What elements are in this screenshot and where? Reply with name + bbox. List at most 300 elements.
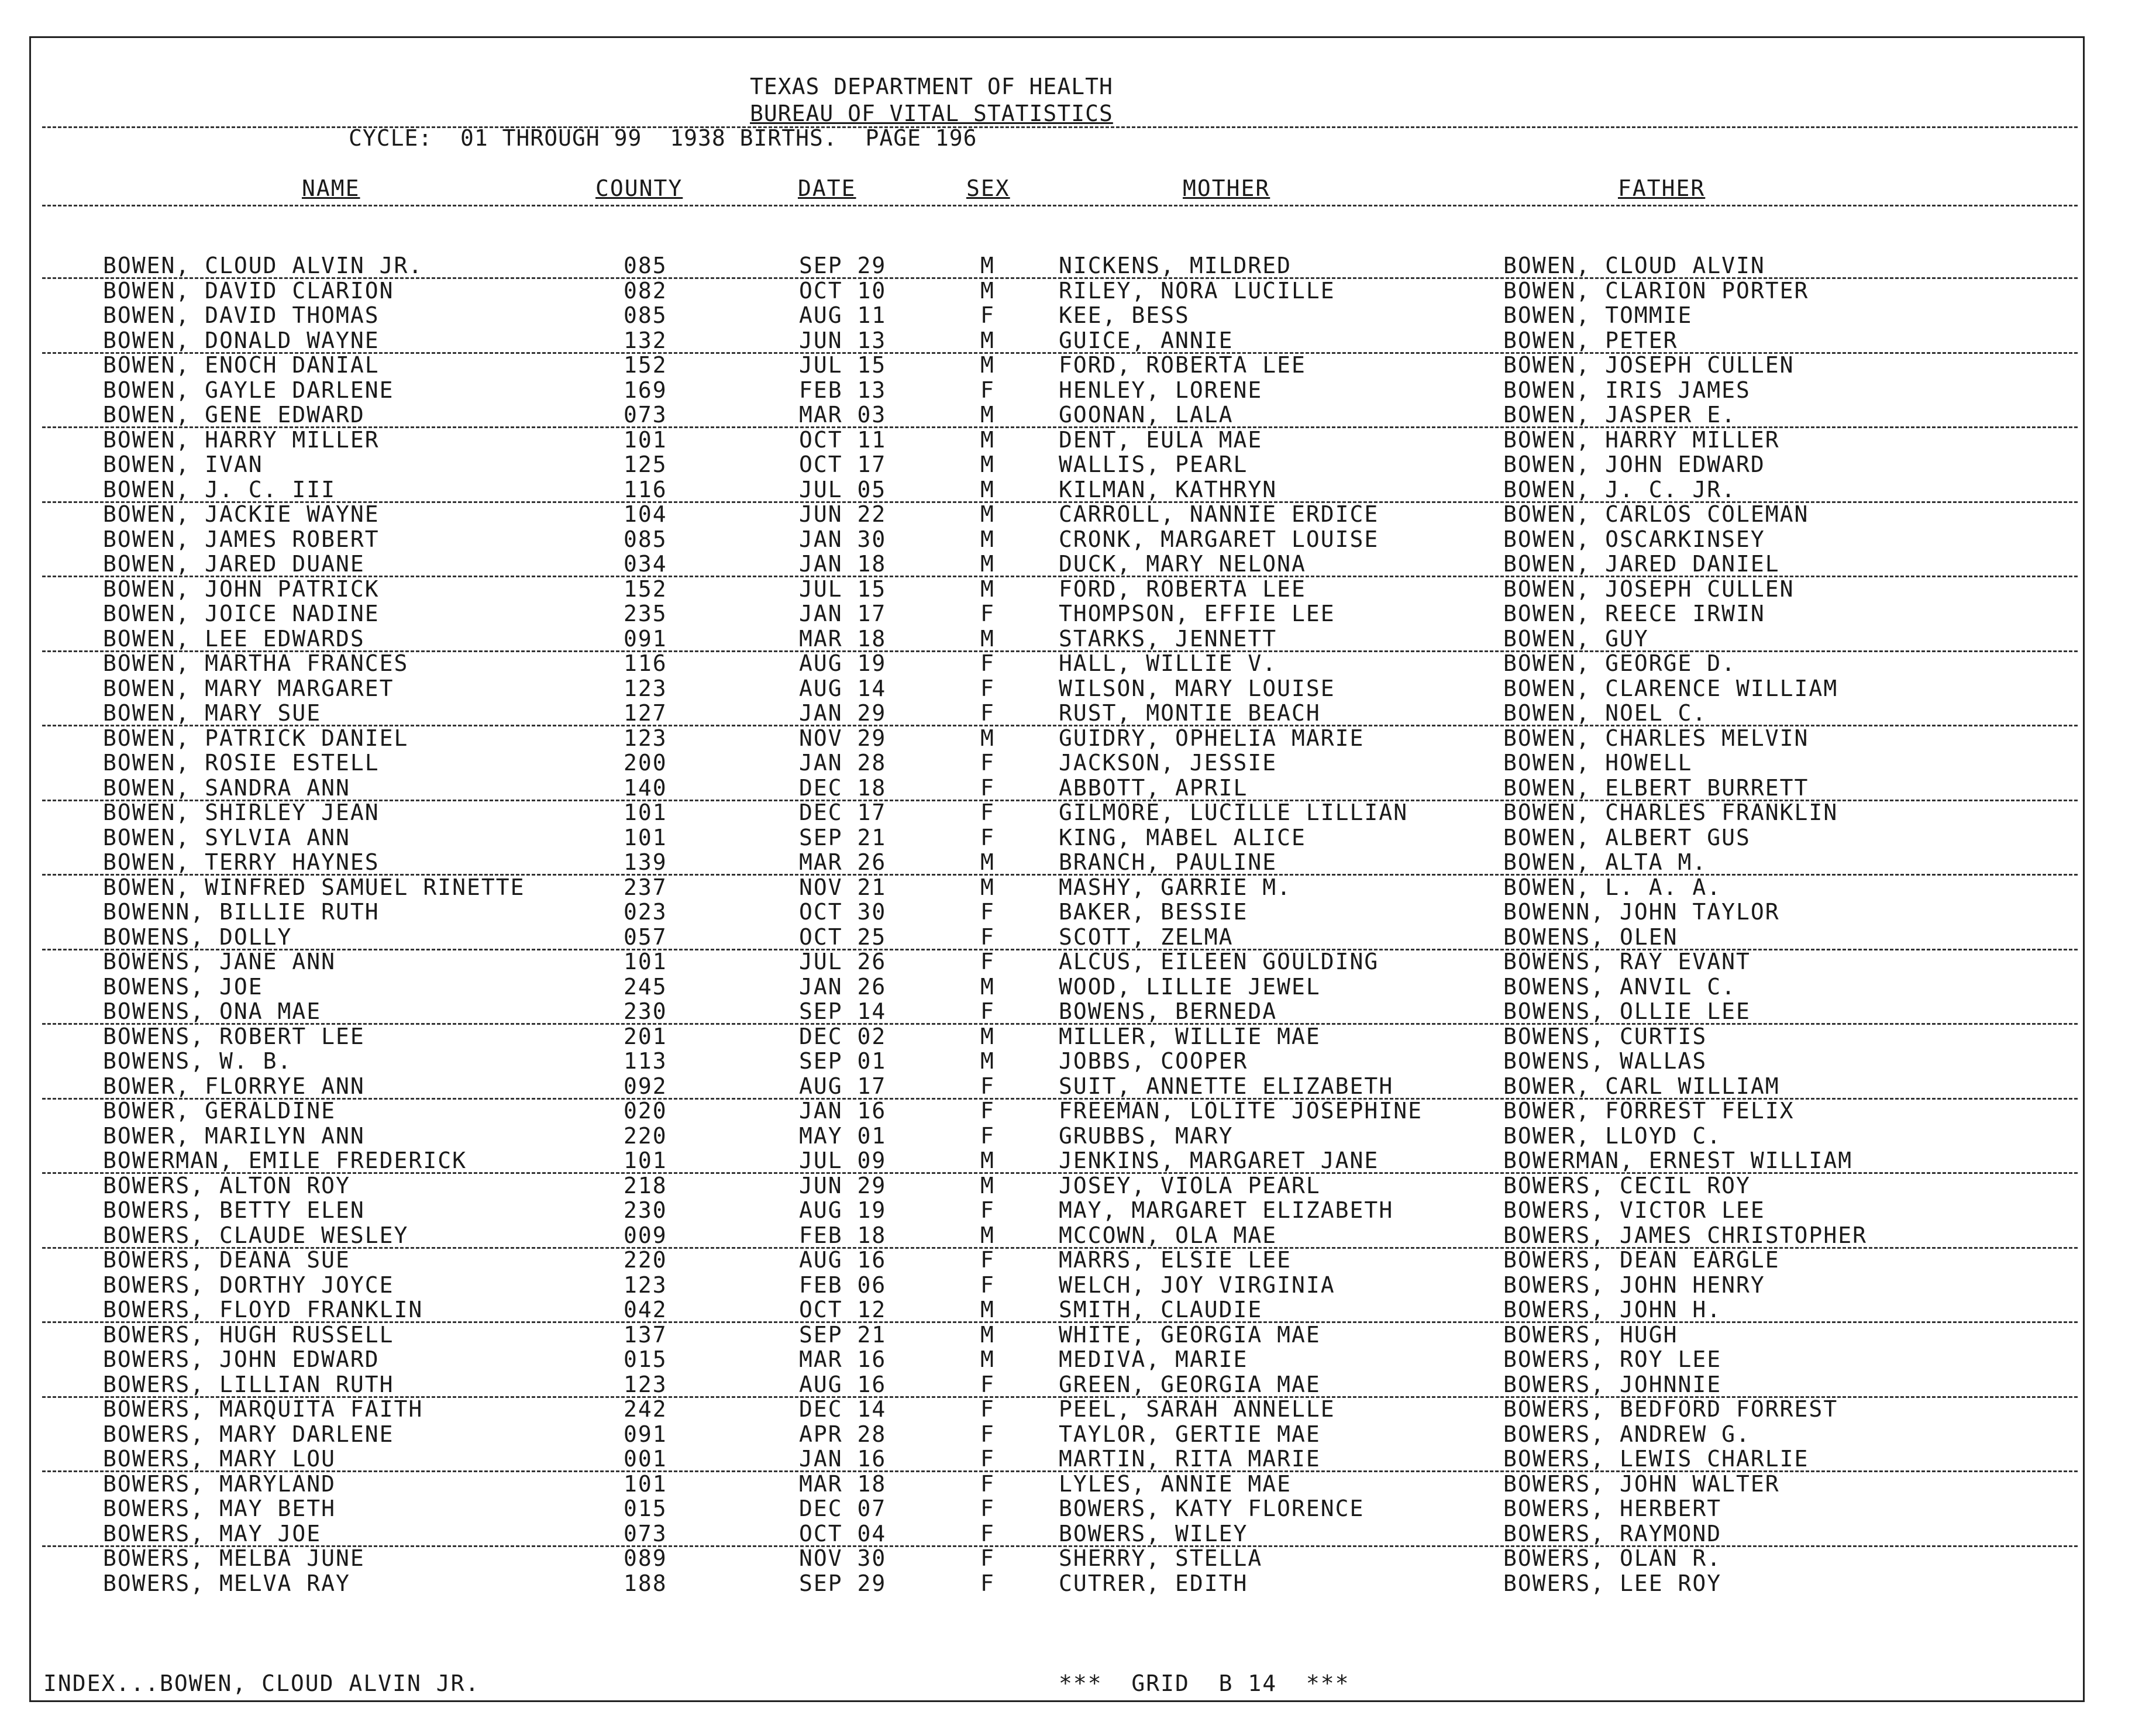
cell-date: OCT 10	[799, 277, 887, 304]
cell-sex: F	[980, 899, 995, 925]
cell-name: BOWEN, WINFRED SAMUEL RINETTE	[103, 874, 525, 900]
cell-sex: M	[980, 551, 995, 577]
cell-father: BOWENS, ANVIL C.	[1503, 973, 1737, 1000]
cell-name: BOWERS, MAY BETH	[103, 1496, 336, 1521]
cell-sex: F	[980, 1446, 995, 1472]
cell-county: 220	[624, 1122, 667, 1149]
column-header-date: DATE	[798, 175, 856, 201]
cell-sex: M	[980, 1048, 995, 1074]
cell-sex: F	[980, 1098, 995, 1124]
column-header-mother: MOTHER	[1183, 175, 1270, 201]
cell-sex: M	[980, 253, 995, 278]
cell-county: 169	[624, 377, 667, 403]
cell-sex: M	[980, 426, 995, 453]
cell-mother: DENT, EULA MAE	[1059, 426, 1263, 453]
cell-father: BOWEN, J. C. JR.	[1503, 476, 1737, 502]
cell-father: BOWENN, JOHN TAYLOR	[1503, 899, 1780, 925]
cell-sex: M	[980, 327, 995, 353]
cell-county: 085	[624, 526, 667, 552]
cell-sex: F	[980, 1470, 995, 1497]
table-row	[0, 1024, 2142, 1048]
cell-date: APR 28	[799, 1421, 887, 1447]
table-row	[0, 974, 2142, 998]
cell-county: 132	[624, 327, 667, 353]
cell-county: 140	[624, 774, 667, 801]
cell-father: BOWERS, DEAN EARGLE	[1503, 1247, 1780, 1273]
cell-father: BOWEN, JOHN EDWARD	[1503, 452, 1765, 477]
cell-mother: ALCUS, EILEEN GOULDING	[1059, 949, 1379, 974]
column-header-father: FATHER	[1618, 175, 1706, 201]
cell-father: BOWEN, ELBERT BURRETT	[1503, 774, 1809, 801]
cell-sex: M	[980, 526, 995, 552]
cell-name: BOWEN, J. C. III	[103, 476, 336, 502]
cell-sex: F	[980, 1197, 995, 1223]
cell-mother: MEDIVA, MARIE	[1059, 1346, 1248, 1372]
table-row	[0, 1545, 2142, 1570]
cell-father: BOWEN, JASPER E.	[1503, 402, 1737, 428]
cell-sex: M	[980, 1023, 995, 1049]
cell-date: OCT 04	[799, 1520, 887, 1546]
cell-father: BOWERS, ANDREW G.	[1503, 1421, 1751, 1447]
cell-sex: F	[980, 377, 995, 403]
cell-county: 137	[624, 1321, 667, 1348]
cell-name: BOWENN, BILLIE RUTH	[103, 899, 380, 925]
cell-father: BOWERS, JOHNNIE	[1503, 1371, 1722, 1397]
cell-county: 237	[624, 874, 667, 900]
cell-name: BOWERS, BETTY ELEN	[103, 1197, 365, 1223]
cell-sex: F	[980, 774, 995, 801]
cell-date: JAN 16	[799, 1098, 887, 1124]
cell-name: BOWENS, JANE ANN	[103, 949, 336, 974]
table-row	[0, 377, 2142, 402]
cell-county: 188	[624, 1570, 667, 1596]
cell-mother: MILLER, WILLIE MAE	[1059, 1023, 1321, 1049]
cell-mother: MAY, MARGARET ELIZABETH	[1059, 1197, 1394, 1223]
table-row	[0, 998, 2142, 1023]
cell-date: JAN 30	[799, 526, 887, 552]
cell-name: BOWEN, GAYLE DARLENE	[103, 377, 394, 403]
table-row	[0, 1471, 2142, 1496]
cell-date: DEC 02	[799, 1023, 887, 1049]
cell-date: AUG 19	[799, 650, 887, 676]
cell-mother: FORD, ROBERTA LEE	[1059, 352, 1306, 378]
agency-title: TEXAS DEPARTMENT OF HEALTH	[750, 74, 1113, 99]
cell-mother: MCCOWN, OLA MAE	[1059, 1222, 1277, 1248]
cell-county: 116	[624, 476, 667, 502]
cell-father: BOWERS, JOHN HENRY	[1503, 1272, 1765, 1298]
cell-name: BOWER, MARILYN ANN	[103, 1122, 365, 1149]
cell-father: BOWERS, BEDFORD FORREST	[1503, 1396, 1838, 1422]
cell-father: BOWEN, IRIS JAMES	[1503, 377, 1751, 403]
cell-mother: JENKINS, MARGARET JANE	[1059, 1148, 1379, 1173]
cell-name: BOWEN, IVAN	[103, 452, 263, 477]
cell-father: BOWEN, GUY	[1503, 625, 1649, 652]
cell-county: 152	[624, 352, 667, 378]
cell-name: BOWER, FLORRYE ANN	[103, 1073, 365, 1099]
cell-name: BOWERS, MELVA RAY	[103, 1570, 350, 1596]
cell-date: AUG 16	[799, 1371, 887, 1397]
cell-date: NOV 29	[799, 725, 887, 751]
cell-sex: M	[980, 1148, 995, 1173]
cell-father: BOWEN, JOSEPH CULLEN	[1503, 576, 1795, 602]
cell-date: JAN 26	[799, 973, 887, 1000]
cell-name: BOWER, GERALDINE	[103, 1098, 336, 1124]
cell-mother: HALL, WILLIE V.	[1059, 650, 1277, 676]
cell-county: 127	[624, 700, 667, 726]
cell-mother: TAYLOR, GERTIE MAE	[1059, 1421, 1321, 1447]
cell-county: 101	[624, 1148, 667, 1173]
cell-mother: LYLES, ANNIE MAE	[1059, 1470, 1292, 1497]
table-row	[0, 874, 2142, 899]
table-row	[0, 427, 2142, 452]
cell-county: 218	[624, 1172, 667, 1198]
cell-county: 230	[624, 998, 667, 1024]
cell-county: 123	[624, 1272, 667, 1298]
index-footer: INDEX...BOWEN, CLOUD ALVIN JR.	[43, 1670, 480, 1696]
cell-county: 230	[624, 1197, 667, 1223]
table-row	[0, 1396, 2142, 1421]
cell-date: NOV 30	[799, 1545, 887, 1571]
cell-sex: M	[980, 725, 995, 751]
cell-mother: DUCK, MARY NELONA	[1059, 551, 1306, 577]
table-row	[0, 526, 2142, 551]
cell-date: JAN 16	[799, 1446, 887, 1472]
table-row	[0, 1197, 2142, 1222]
cell-date: NOV 21	[799, 874, 887, 900]
cell-date: JUN 29	[799, 1172, 887, 1198]
cell-sex: M	[980, 352, 995, 378]
cell-county: 073	[624, 1520, 667, 1546]
cell-sex: F	[980, 302, 995, 328]
cell-mother: RILEY, NORA LUCILLE	[1059, 277, 1335, 304]
cell-mother: KEE, BESS	[1059, 302, 1190, 328]
table-row	[0, 676, 2142, 700]
cell-name: BOWEN, JOHN PATRICK	[103, 576, 380, 602]
cell-date: SEP 01	[799, 1048, 887, 1074]
cell-mother: WOOD, LILLIE JEWEL	[1059, 973, 1321, 1000]
cell-county: 220	[624, 1247, 667, 1273]
cell-sex: F	[980, 601, 995, 626]
cell-father: BOWEN, REECE IRWIN	[1503, 601, 1765, 626]
cell-father: BOWENS, WALLAS	[1503, 1048, 1707, 1074]
cell-name: BOWERS, FLOYD FRANKLIN	[103, 1297, 423, 1322]
cell-sex: F	[980, 675, 995, 701]
cell-sex: F	[980, 650, 995, 676]
cell-county: 001	[624, 1446, 667, 1472]
cell-county: 082	[624, 277, 667, 304]
cell-mother: CARROLL, NANNIE ERDICE	[1059, 501, 1379, 527]
cell-mother: NICKENS, MILDRED	[1059, 253, 1292, 278]
table-row	[0, 1421, 2142, 1446]
cell-mother: SMITH, CLAUDIE	[1059, 1297, 1263, 1322]
cell-name: BOWENS, W. B.	[103, 1048, 292, 1074]
cell-sex: F	[980, 1545, 995, 1571]
bureau-title: BUREAU OF VITAL STATISTICS	[750, 101, 1113, 126]
table-row	[0, 352, 2142, 377]
cell-name: BOWEN, JACKIE WAYNE	[103, 501, 380, 527]
cell-father: BOWER, FORREST FELIX	[1503, 1098, 1795, 1124]
cell-date: OCT 30	[799, 899, 887, 925]
cell-sex: F	[980, 750, 995, 776]
cell-mother: CRONK, MARGARET LOUISE	[1059, 526, 1379, 552]
cell-father: BOWERS, HUGH	[1503, 1321, 1678, 1348]
cell-name: BOWERS, DORTHY JOYCE	[103, 1272, 394, 1298]
table-row	[0, 253, 2142, 277]
cell-name: BOWEN, MARY SUE	[103, 700, 322, 726]
cell-father: BOWEN, GEORGE D.	[1503, 650, 1737, 676]
cell-father: BOWERS, RAYMOND	[1503, 1520, 1722, 1546]
cell-county: 085	[624, 302, 667, 328]
cell-date: MAR 18	[799, 1470, 887, 1497]
cell-county: 101	[624, 949, 667, 974]
cell-county: 123	[624, 675, 667, 701]
cell-sex: M	[980, 476, 995, 502]
cell-date: OCT 25	[799, 924, 887, 950]
table-row	[0, 1173, 2142, 1197]
cell-date: JUL 26	[799, 949, 887, 974]
cell-name: BOWEN, DAVID THOMAS	[103, 302, 380, 328]
cell-father: BOWEN, CHARLES MELVIN	[1503, 725, 1809, 751]
cell-sex: F	[980, 1122, 995, 1149]
cell-name: BOWEN, MARY MARGARET	[103, 675, 394, 701]
cell-mother: BOWERS, WILEY	[1059, 1520, 1248, 1546]
cell-date: DEC 14	[799, 1396, 887, 1422]
cell-date: SEP 29	[799, 1570, 887, 1596]
table-row	[0, 650, 2142, 675]
cell-name: BOWERS, LILLIAN RUTH	[103, 1371, 394, 1397]
cell-date: DEC 17	[799, 800, 887, 825]
cell-date: AUG 14	[799, 675, 887, 701]
cell-mother: WALLIS, PEARL	[1059, 452, 1248, 477]
cell-name: BOWERS, MELBA JUNE	[103, 1545, 365, 1571]
table-row	[0, 1346, 2142, 1371]
table-row	[0, 949, 2142, 973]
cell-name: BOWERS, MARY LOU	[103, 1446, 336, 1472]
cell-date: FEB 13	[799, 377, 887, 403]
cell-sex: F	[980, 1371, 995, 1397]
cell-date: JAN 28	[799, 750, 887, 776]
cell-father: BOWENS, RAY EVANT	[1503, 949, 1751, 974]
cell-county: 201	[624, 1023, 667, 1049]
cell-name: BOWEN, LEE EDWARDS	[103, 625, 365, 652]
cell-county: 089	[624, 1545, 667, 1571]
cell-sex: F	[980, 949, 995, 974]
cell-father: BOWEN, ALBERT GUS	[1503, 824, 1751, 850]
table-row	[0, 899, 2142, 924]
table-row	[0, 1446, 2142, 1470]
cell-mother: KILMAN, KATHRYN	[1059, 476, 1277, 502]
column-header-name: NAME	[302, 175, 360, 201]
cell-mother: GUIDRY, OPHELIA MARIE	[1059, 725, 1365, 751]
cell-name: BOWEN, SYLVIA ANN	[103, 824, 350, 850]
cell-county: 104	[624, 501, 667, 527]
cell-name: BOWENS, JOE	[103, 973, 263, 1000]
cell-name: BOWEN, MARTHA FRANCES	[103, 650, 409, 676]
table-row	[0, 1098, 2142, 1122]
table-row	[0, 1148, 2142, 1172]
cell-father: BOWEN, CLOUD ALVIN	[1503, 253, 1765, 278]
cell-father: BOWERS, LEE ROY	[1503, 1570, 1722, 1596]
cell-mother: HENLEY, LORENE	[1059, 377, 1263, 403]
cell-mother: SUIT, ANNETTE ELIZABETH	[1059, 1073, 1394, 1099]
cell-name: BOWENS, DOLLY	[103, 924, 292, 950]
cell-name: BOWERS, MARQUITA FAITH	[103, 1396, 423, 1422]
cell-sex: M	[980, 1321, 995, 1348]
cell-father: BOWEN, JARED DANIEL	[1503, 551, 1780, 577]
cell-mother: BOWERS, KATY FLORENCE	[1059, 1496, 1365, 1521]
table-row	[0, 452, 2142, 476]
cell-county: 113	[624, 1048, 667, 1074]
cell-sex: M	[980, 1222, 995, 1248]
cell-mother: CUTRER, EDITH	[1059, 1570, 1248, 1596]
cell-name: BOWERS, DEANA SUE	[103, 1247, 350, 1273]
cell-date: AUG 11	[799, 302, 887, 328]
cell-county: 101	[624, 426, 667, 453]
cell-sex: M	[980, 1346, 995, 1372]
cell-name: BOWERS, MAY JOE	[103, 1520, 322, 1546]
cell-name: BOWERS, JOHN EDWARD	[103, 1346, 380, 1372]
table-row	[0, 328, 2142, 352]
cell-sex: F	[980, 1272, 995, 1298]
cell-name: BOWEN, DONALD WAYNE	[103, 327, 380, 353]
table-row	[0, 825, 2142, 849]
cell-date: JUN 22	[799, 501, 887, 527]
cell-date: JUL 09	[799, 1148, 887, 1173]
cell-county: 101	[624, 824, 667, 850]
cell-father: BOWEN, CLARENCE WILLIAM	[1503, 675, 1838, 701]
cell-sex: M	[980, 973, 995, 1000]
cell-date: SEP 21	[799, 824, 887, 850]
cell-mother: WELCH, JOY VIRGINIA	[1059, 1272, 1335, 1298]
cell-mother: RUST, MONTIE BEACH	[1059, 700, 1321, 726]
cell-sex: F	[980, 1396, 995, 1422]
column-divider	[42, 205, 2078, 206]
cell-county: 015	[624, 1346, 667, 1372]
cell-father: BOWERS, JAMES CHRISTOPHER	[1503, 1222, 1867, 1248]
cell-county: 101	[624, 800, 667, 825]
cell-mother: MARRS, ELSIE LEE	[1059, 1247, 1292, 1273]
cell-father: BOWERS, ROY LEE	[1503, 1346, 1722, 1372]
cell-county: 242	[624, 1396, 667, 1422]
cell-county: 123	[624, 1371, 667, 1397]
table-row	[0, 477, 2142, 501]
table-row	[0, 1570, 2142, 1595]
cell-county: 009	[624, 1222, 667, 1248]
cell-sex: F	[980, 800, 995, 825]
cell-father: BOWERS, JOHN WALTER	[1503, 1470, 1780, 1497]
header-divider	[42, 126, 2078, 128]
table-row	[0, 1247, 2142, 1272]
cell-county: 091	[624, 625, 667, 652]
cell-father: BOWENS, OLLIE LEE	[1503, 998, 1751, 1024]
cell-mother: GOONAN, LALA	[1059, 402, 1234, 428]
cell-date: JAN 17	[799, 601, 887, 626]
cell-county: 116	[624, 650, 667, 676]
cell-mother: STARKS, JENNETT	[1059, 625, 1277, 652]
table-row	[0, 725, 2142, 750]
cell-name: BOWEN, ENOCH DANIAL	[103, 352, 380, 378]
cell-mother: BAKER, BESSIE	[1059, 899, 1248, 925]
cell-county: 125	[624, 452, 667, 477]
table-row	[0, 551, 2142, 576]
cell-mother: SCOTT, ZELMA	[1059, 924, 1234, 950]
cell-father: BOWEN, CLARION PORTER	[1503, 277, 1809, 304]
cell-father: BOWEN, CARLOS COLEMAN	[1503, 501, 1809, 527]
cell-county: 020	[624, 1098, 667, 1124]
cell-county: 023	[624, 899, 667, 925]
cell-sex: F	[980, 1421, 995, 1447]
cell-county: 091	[624, 1421, 667, 1447]
table-row	[0, 302, 2142, 327]
cell-father: BOWEN, NOEL C.	[1503, 700, 1707, 726]
table-row	[0, 501, 2142, 526]
cell-mother: GILMORE, LUCILLE LILLIAN	[1059, 800, 1409, 825]
cell-sex: M	[980, 849, 995, 875]
cell-name: BOWEN, PATRICK DANIEL	[103, 725, 409, 751]
cell-father: BOWERS, VICTOR LEE	[1503, 1197, 1765, 1223]
cell-county: 092	[624, 1073, 667, 1099]
cell-sex: M	[980, 874, 995, 900]
cell-name: BOWEN, TERRY HAYNES	[103, 849, 380, 875]
table-row	[0, 601, 2142, 625]
cell-name: BOWERS, CLAUDE WESLEY	[103, 1222, 409, 1248]
cell-sex: F	[980, 1520, 995, 1546]
cell-sex: M	[980, 452, 995, 477]
table-row	[0, 750, 2142, 774]
cell-county: 042	[624, 1297, 667, 1322]
cell-date: MAR 18	[799, 625, 887, 652]
cell-county: 073	[624, 402, 667, 428]
table-row	[0, 1297, 2142, 1321]
cell-name: BOWENS, ROBERT LEE	[103, 1023, 365, 1049]
cell-father: BOWEN, JOSEPH CULLEN	[1503, 352, 1795, 378]
cell-name: BOWEN, GENE EDWARD	[103, 402, 365, 428]
cell-county: 015	[624, 1496, 667, 1521]
cell-date: AUG 16	[799, 1247, 887, 1273]
cell-name: BOWEN, JOICE NADINE	[103, 601, 380, 626]
cell-name: BOWERS, ALTON ROY	[103, 1172, 350, 1198]
cell-date: JUL 05	[799, 476, 887, 502]
table-row	[0, 1272, 2142, 1297]
cell-name: BOWEN, JAMES ROBERT	[103, 526, 380, 552]
cell-father: BOWERS, LEWIS CHARLIE	[1503, 1446, 1809, 1472]
cell-mother: KING, MABEL ALICE	[1059, 824, 1306, 850]
cell-mother: JOSEY, VIOLA PEARL	[1059, 1172, 1321, 1198]
cell-mother: WILSON, MARY LOUISE	[1059, 675, 1335, 701]
table-row	[0, 1123, 2142, 1148]
cell-date: JUL 15	[799, 576, 887, 602]
cell-name: BOWEN, JARED DUANE	[103, 551, 365, 577]
cell-mother: GRUBBS, MARY	[1059, 1122, 1234, 1149]
cell-county: 034	[624, 551, 667, 577]
cell-father: BOWEN, CHARLES FRANKLIN	[1503, 800, 1838, 825]
table-row	[0, 576, 2142, 601]
cell-county: 245	[624, 973, 667, 1000]
table-row	[0, 700, 2142, 725]
cell-father: BOWENS, CURTIS	[1503, 1023, 1707, 1049]
cell-sex: M	[980, 1297, 995, 1322]
cell-date: DEC 07	[799, 1496, 887, 1521]
cell-county: 152	[624, 576, 667, 602]
cell-date: MAR 16	[799, 1346, 887, 1372]
cell-father: BOWEN, TOMMIE	[1503, 302, 1693, 328]
cell-date: OCT 12	[799, 1297, 887, 1322]
cell-date: AUG 17	[799, 1073, 887, 1099]
cell-sex: F	[980, 1570, 995, 1596]
cell-mother: SHERRY, STELLA	[1059, 1545, 1263, 1571]
cell-date: FEB 18	[799, 1222, 887, 1248]
cell-mother: FORD, ROBERTA LEE	[1059, 576, 1306, 602]
